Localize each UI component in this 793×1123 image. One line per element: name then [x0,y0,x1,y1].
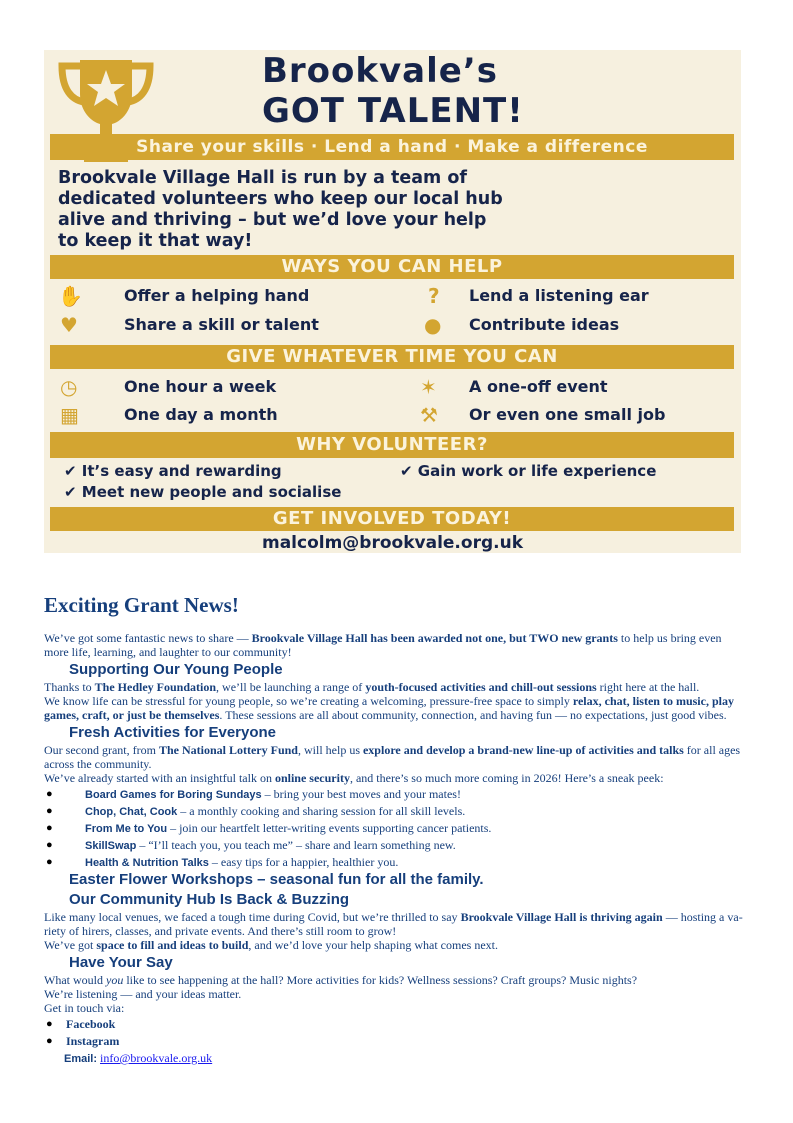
intro-paragraph: We’ve got some fantastic news to share — Brookvale Village Hall has been awarded not one, but TWO new grants to help us bring even more life, learning, and laughter to our community! [44,631,722,659]
poster-email: malcolm@brookvale.org.uk [262,533,523,553]
ideas-bubble-icon: ● [424,313,442,337]
poster-title-line1: Brookvale’s [262,51,498,91]
check-icon: ✔ [400,462,418,480]
intro-line: Brookvale Village Hall is run by a team of [58,168,467,188]
bullet-icon: ● [46,805,53,817]
easter-heading: Easter Flower Workshops – seasonal fun for all the family. [69,871,484,888]
why-item: ✔ Gain work or life experience [400,462,657,480]
calendar-icon: ▦ [60,403,79,427]
facebook-link[interactable]: Facebook [66,1017,116,1031]
email-link[interactable]: info@brookvale.org.uk [100,1051,213,1065]
way-item: Offer a helping hand [124,286,310,305]
email-label: Email: [64,1053,98,1065]
list-item: SkillSwap – “I’ll teach you, you teach me” – share and learn something new. [85,838,456,852]
time-item: One day a month [124,405,278,424]
time-item: A one-off event [469,377,608,396]
bullet-icon: ● [46,788,53,800]
party-icon: ✶ [420,375,437,399]
section-heading-young: Supporting Our Young People [69,661,283,678]
check-icon: ✔ [64,462,82,480]
time-item: Or even one small job [469,405,666,424]
article-title: Exciting Grant News! [44,593,239,617]
way-item: Contribute ideas [469,315,620,334]
poster-tagline: Share your skills · Lend a hand · Make a difference [50,134,734,160]
poster-title-line2: GOT TALENT! [262,91,524,131]
bullet-icon: ● [46,1035,53,1047]
poster-intro [58,168,503,252]
way-item: Lend a listening ear [469,286,649,305]
section-heading-fresh: Fresh Activities for Everyone [69,724,277,741]
volunteer-poster [44,50,741,553]
intro-line: to keep it that way! [58,231,253,251]
intro-line: dedicated volunteers who keep our local hub [58,189,503,209]
cta-heading: GET INVOLVED TODAY! [50,507,734,531]
fresh-paragraph: Our second grant, from The National Lottery Fund, will help us explore and develop a brand-new line-up of activities and talks for all ages across the community. We’ve already started with an insightful talk on online security, and there’s so much more coming in 2026! Here’s a sneak peek: [44,743,741,785]
hammer-icon: ⚒ [420,403,438,427]
bullet-icon: ● [46,822,53,834]
section-heading-say: Have Your Say [69,954,173,971]
time-item: One hour a week [124,377,277,396]
hub-paragraph: Like many local venues, we faced a tough time during Covid, but we’re thrilled to say Brookvale Village Hall is thriving again — hosting a va- riety of hirers, classes, and private events. And there’s still room to grow! We’ve got space to fill and ideas to build, and we’d love your help shaping what comes next. [44,910,743,952]
bullet-icon: ● [46,1018,53,1030]
clock-icon: ◷ [60,375,78,399]
bullet-icon: ● [46,856,53,868]
ways-heading: WAYS YOU CAN HELP [50,255,734,279]
email-line [64,1051,212,1066]
heart-icon: ♥ [60,313,78,337]
check-icon: ✔ [64,483,82,501]
list-item: From Me to You – join our heartfelt letter-writing events supporting cancer patients. [85,821,492,835]
section-heading-hub: Our Community Hub Is Back & Buzzing [69,891,350,908]
say-paragraph: What would you like to see happening at the hall? More activities for kids? Wellness sessions? Craft groups? Music nights? We’re listening — and your ideas matter. Get in touch via: [44,973,638,1015]
young-paragraph: Thanks to The Hedley Foundation, we’ll be launching a range of youth-focused activities and chill-out sessions right here at the hall. We know life can be stressful for young people, so we’re creating a welcoming, pressure-free space to simply relax, chat, listen to music, play games, craft, or just be themselves. These sessions are all about community, connection, and having fun — no expectations, just good vibes. [44,680,734,722]
instagram-link[interactable]: Instagram [66,1034,120,1048]
time-heading: GIVE WHATEVER TIME YOU CAN [50,345,734,369]
why-item: ✔ It’s easy and rewarding [64,462,282,480]
bullet-icon: ● [46,839,53,851]
ear-icon: ? [428,284,440,308]
intro-line: alive and thriving – but we’d love your help [58,210,487,230]
why-item: ✔ Meet new people and socialise [64,483,342,501]
list-item: Chop, Chat, Cook – a monthly cooking and sharing session for all skill levels. [85,804,466,818]
way-item: Share a skill or talent [124,315,319,334]
list-item: Board Games for Boring Sundays – bring your best moves and your mates! [85,787,461,801]
why-heading: WHY VOLUNTEER? [50,432,734,458]
list-item: Health & Nutrition Talks – easy tips for a happier, healthier you. [85,855,399,869]
hand-icon: ✋ [58,284,83,308]
